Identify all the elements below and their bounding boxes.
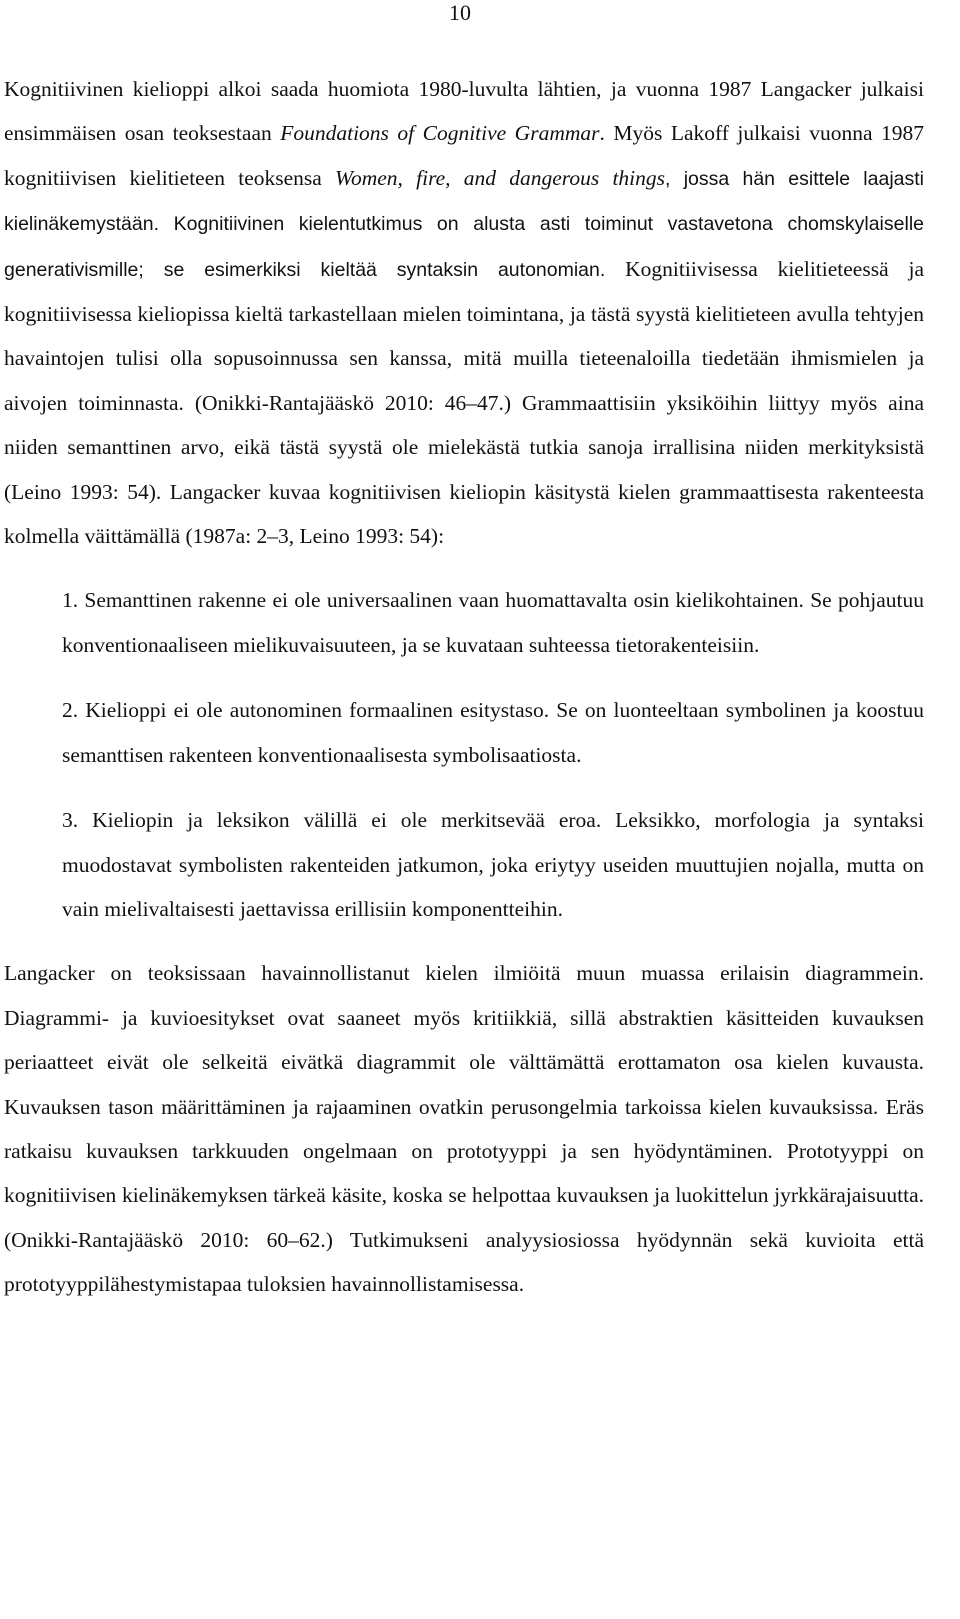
numbered-claims-list <box>4 558 924 951</box>
page-number: 10 <box>449 0 471 25</box>
list-item: 1. Semanttinen rakenne ei ole universaalinen vaan huomattavalta osin kielikohtainen. Se pohjautuu konventionaaliseen mielikuvaisuuteen, ja se kuvataan suhteessa tietorakenteisiin. <box>62 588 924 657</box>
book-title-foundations: Foundations of Cognitive Grammar <box>280 121 600 146</box>
paragraph-intro-sans-segment: , jossa hän esittele laajasti kielinäkemystään. Kognitiivinen kielentutkimus on alusta asti toiminut vastavetona chomskylaiselle generativismille; se esimerkiksi kieltää syntaksin autonomian. <box>4 167 925 281</box>
paragraph-intro-sentence-3: Kognitiivisessa kielitieteessä ja kognitiivisessa kieliopissa kieltä tarkastellaan mielen toimintana, ja tästä syystä kielitieteen avulla tehtyjen havaintojen tulisi olla sopusoinnussa sen kanssa, mitä muilla tieteenaloilla tiedetään ihmismielen ja aivojen toiminnasta. (Onikki-Rantajääskö 2010: 46–47.) Grammaattisiin yksiköihin liittyy myös aina niiden semanttinen arvo, eikä tästä syystä ole mielekästä tutkia sanoja irrallisina niiden merkityksistä (Leino 1993: 54). Langacker kuvaa kognitiivisen kieliopin käsitystä kielen grammaattisesta rakenteesta kolmella väittämällä (1987a: 2–3, Leino 1993: 54): <box>4 256 924 549</box>
paragraph-intro <box>4 67 924 558</box>
paragraph-diagrams: Langacker on teoksissaan havainnollistanut kielen ilmiöitä muun muassa erilaisin diagrammein. Diagrammi- ja kuvioesitykset ovat saaneet myös kritiikkiä, sillä abstraktien käsitteiden kuvauksen periaatteet eivät ole selkeitä eivätkä diagrammit ole välttämättä erottamaton osa kielen kuvausta. Kuvauksen tason määrittäminen ja rajaaminen ovatkin perusongelmia tarkoissa kielen kuvauksissa. Eräs ratkaisu kuvauksen tarkkuuden ongelmaan on prototyyppi ja sen hyödyntäminen. Prototyyppi on kognitiivisen kielinäkemyksen tärkeä käsite, koska se helpottaa kuvauksen ja luokittelun jyrkkärajaisuutta. (Onikki-Rantajääskö 2010: 60–62.) Tutkimukseni analyysiosiossa hyödynnän sekä kuvioita että prototyyppilähestymistapaa tuloksien havainnollistamisessa. <box>4 961 924 1297</box>
paragraph-intro-sentence-2: Myös Lakoff julkaisi vuonna 1987 kognitiivisen kielitieteen teoksensa <box>4 121 924 190</box>
book-title-women-fire: Women, fire, and dangerous things <box>335 165 666 190</box>
list-item: 2. Kielioppi ei ole autonominen formaalinen esitystaso. Se on luonteeltaan symbolinen ja koostuu semanttisen rakenteen konventionaalisesta symbolisaatiosta. <box>62 698 924 767</box>
paragraph-intro-period: . <box>599 121 605 146</box>
paragraph-intro-sentence-1: Kognitiivinen kielioppi alkoi saada huomiota 1980-luvulta lähtien, ja vuonna 1987 Langacker julkaisi ensimmäisen osan teoksestaan <box>4 77 924 146</box>
list-item: 3. Kieliopin ja leksikon välillä ei ole merkitsevää eroa. Leksikko, morfologia ja syntaksi muodostavat symbolisten rakenteiden jatkumon, joka eriytyy useiden muuttujien nojalla, mutta on vain mielivaltaisesti jaettavissa erillisiin komponentteihin. <box>62 808 924 921</box>
page-body <box>4 67 924 1307</box>
